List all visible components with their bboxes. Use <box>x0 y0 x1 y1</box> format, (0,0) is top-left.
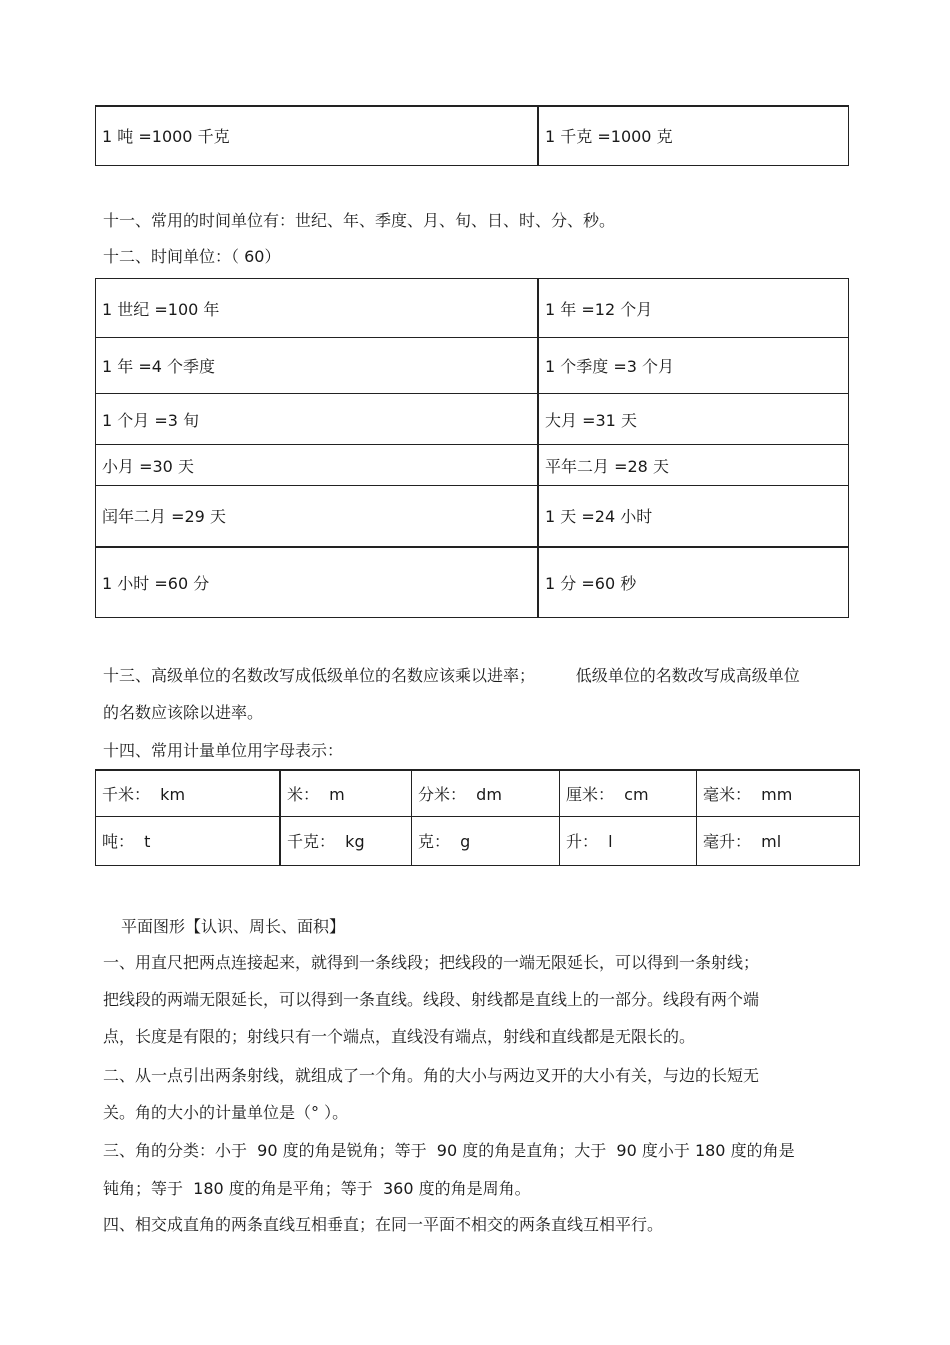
table-row <box>96 770 860 816</box>
geometry-line: 四、相交成直角的两条直线互相垂直；在同一平面不相交的两条直线互相平行。 <box>103 1215 664 1234</box>
section-13-line-1: 十三、高级单位的名数改写成低级单位的名数应该乘以进率； 低级单位的名数改写成高级单位 <box>103 666 800 685</box>
geometry-line: 钝角；等于 180 度的角是平角；等于 360 度的角是周角。 <box>103 1179 531 1198</box>
table-cell: 1 个月 =3 旬 <box>96 394 539 445</box>
table-cell: 千米： km <box>96 770 281 816</box>
table-cell: 千克： kg <box>280 816 412 865</box>
table-row <box>96 445 849 486</box>
table-cell: 1 吨 =1000 千克 <box>96 106 539 165</box>
table-cell: 闰年二月 =29 天 <box>96 486 539 547</box>
table-cell: 1 世纪 =100 年 <box>96 279 539 338</box>
table-cell: 升： l <box>560 816 697 865</box>
table-cell: 克： g <box>412 816 560 865</box>
table-cell: 米： m <box>280 770 412 816</box>
section-13-line-2: 的名数应该除以进率。 <box>103 703 264 722</box>
section-14-text: 十四、常用计量单位用字母表示： <box>103 741 344 760</box>
table-cell: 毫升： ml <box>697 816 860 865</box>
table-cell: 1 个季度 =3 个月 <box>538 338 849 394</box>
table-row <box>96 106 849 165</box>
table-cell: 平年二月 =28 天 <box>538 445 849 486</box>
table-cell: 1 年 =12 个月 <box>538 279 849 338</box>
table-row <box>96 547 849 618</box>
mass-conversion-table <box>95 105 849 166</box>
table-cell: 厘米： cm <box>560 770 697 816</box>
geometry-section-title: 平面图形【认识、周长、面积】 <box>121 917 346 936</box>
table-cell: 1 分 =60 秒 <box>538 547 849 618</box>
geometry-line: 三、角的分类：小于 90 度的角是锐角；等于 90 度的角是直角；大于 90 度小于 180 度的角是 <box>103 1141 795 1160</box>
unit-abbreviation-table <box>95 769 860 866</box>
geometry-line: 把线段的两端无限延长，可以得到一条直线。线段、射线都是直线上的一部分。线段有两个端 <box>103 990 760 1009</box>
geometry-line: 关。角的大小的计量单位是（° ）。 <box>103 1103 349 1122</box>
table-cell: 1 年 =4 个季度 <box>96 338 539 394</box>
table-cell: 毫米： mm <box>697 770 860 816</box>
table-row <box>96 394 849 445</box>
table-cell: 大月 =31 天 <box>538 394 849 445</box>
geometry-line: 二、从一点引出两条射线，就组成了一个角。角的大小与两边叉开的大小有关，与边的长短无 <box>103 1066 760 1085</box>
table-cell: 1 天 =24 小时 <box>538 486 849 547</box>
table-cell: 小月 =30 天 <box>96 445 539 486</box>
table-row <box>96 338 849 394</box>
section-11-text: 十一、常用的时间单位有：世纪、年、季度、月、旬、日、时、分、秒。 <box>103 211 616 230</box>
table-cell: 分米： dm <box>412 770 560 816</box>
geometry-line: 点，长度是有限的；射线只有一个端点，直线没有端点，射线和直线都是无限长的。 <box>103 1027 696 1046</box>
table-row <box>96 486 849 547</box>
table-row <box>96 816 860 865</box>
table-row <box>96 279 849 338</box>
section-12-text: 十二、时间单位：（ 60） <box>103 247 281 266</box>
table-cell: 吨： t <box>96 816 281 865</box>
time-conversion-table <box>95 278 849 618</box>
geometry-line: 一、用直尺把两点连接起来，就得到一条线段；把线段的一端无限延长，可以得到一条射线； <box>103 953 760 972</box>
table-cell: 1 千克 =1000 克 <box>538 106 849 165</box>
table-cell: 1 小时 =60 分 <box>96 547 539 618</box>
